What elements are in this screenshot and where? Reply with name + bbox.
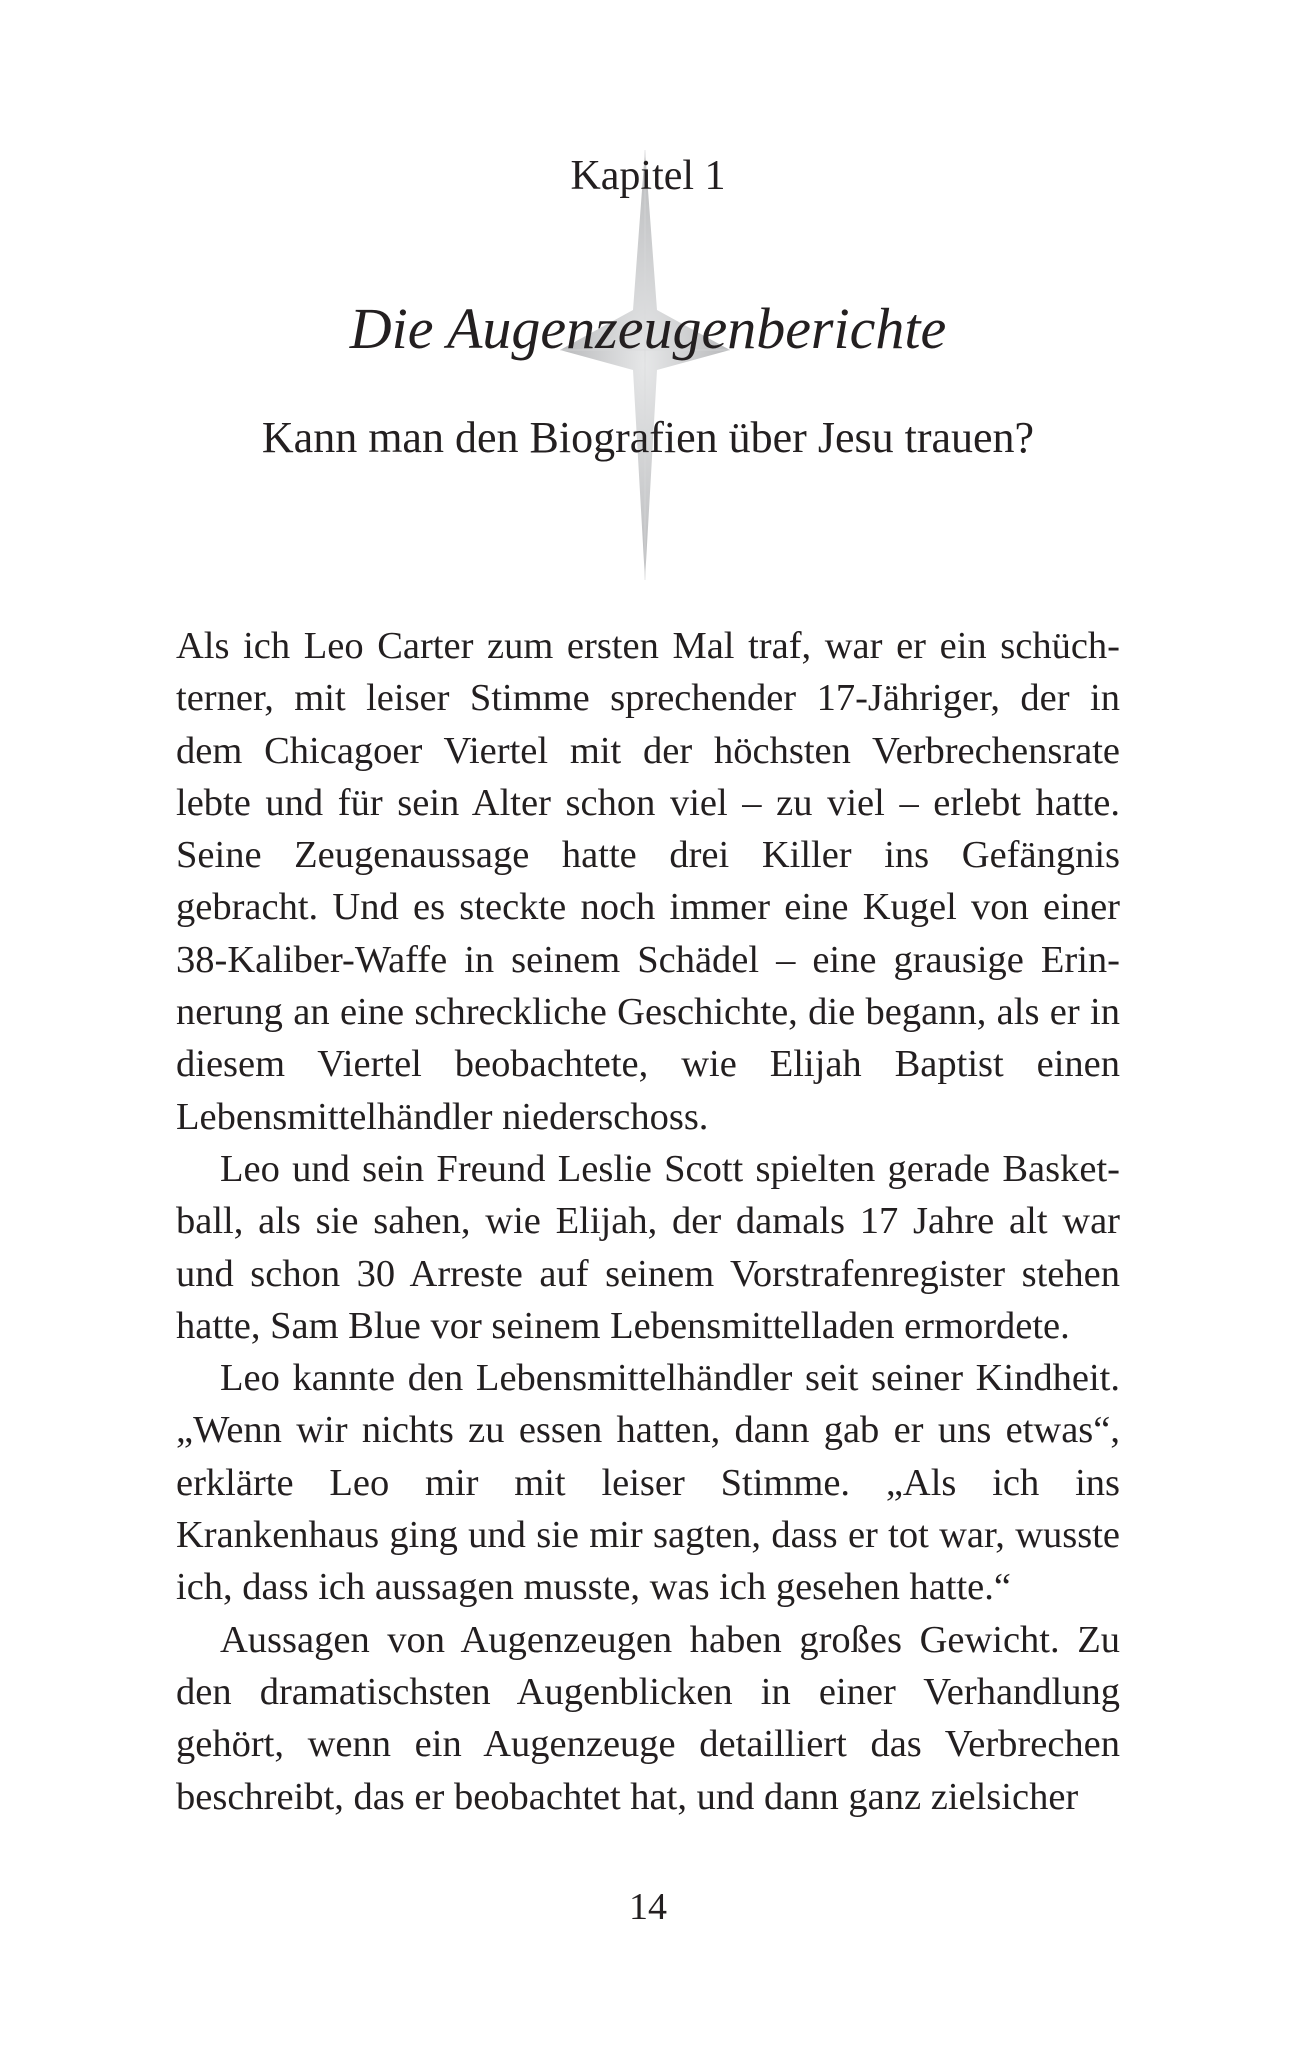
page-number: 14 xyxy=(629,1886,667,1928)
paragraph: Leo kannte den Lebensmittelhändler seit seiner Kindheit. „Wenn wir nichts zu essen hatten, dann gab er uns etwas“, erklärte Leo mir mit leiser Stimme. „Als ich ins Krankenhaus ging und sie mir sagten, dass er tot war, wusste ich, dass ich aussagen musste, was ich gesehen hatte.“ xyxy=(176,1357,1120,1609)
chapter-subtitle: Kann man den Biografien über Jesu trauen? xyxy=(261,413,1035,462)
body-text xyxy=(176,620,1120,1823)
paragraph: Aussagen von Augenzeugen haben großes Gewicht. Zu den dramatischsten Augenblicken in einer Verhandlung gehört, wenn ein Augenzeuge detailliert das Verbrechen beschreibt, das er beobachtet hat, und dann ganz zielsicher xyxy=(176,1618,1120,1818)
paragraph: Leo und sein Freund Leslie Scott spielten gerade Basketball, als sie sahen, wie Elijah, der damals 17 Jahre alt war und schon 30 Arreste auf seinem Vorstrafenregister stehen hatte, Sam Blue vor seinem Lebensmittelladen ermordete. xyxy=(176,1147,1120,1347)
chapter-title: Die Augenzeugenberichte xyxy=(349,296,947,361)
chapter-label: Kapitel 1 xyxy=(570,153,726,199)
paragraph: Als ich Leo Carter zum ersten Mal traf, war er ein schüchterner, mit leiser Stimme sprechender 17-Jähriger, der in dem Chicagoer Viertel mit der höchsten Verbrechensrate lebte und für sein Alter schon viel – zu viel – erlebt hatte. Seine Zeugenaussage hatte drei Killer ins Gefängnis gebracht. Und es steckte noch immer eine Kugel von einer 38-Kaliber-Waffe in seinem Schädel – eine grausige Erinnerung an eine schreckliche Geschichte, die begann, als er in diesem Viertel beobachtete, wie Elijah Baptist einen Lebensmittelhändler niederschoss. xyxy=(176,625,1120,1138)
